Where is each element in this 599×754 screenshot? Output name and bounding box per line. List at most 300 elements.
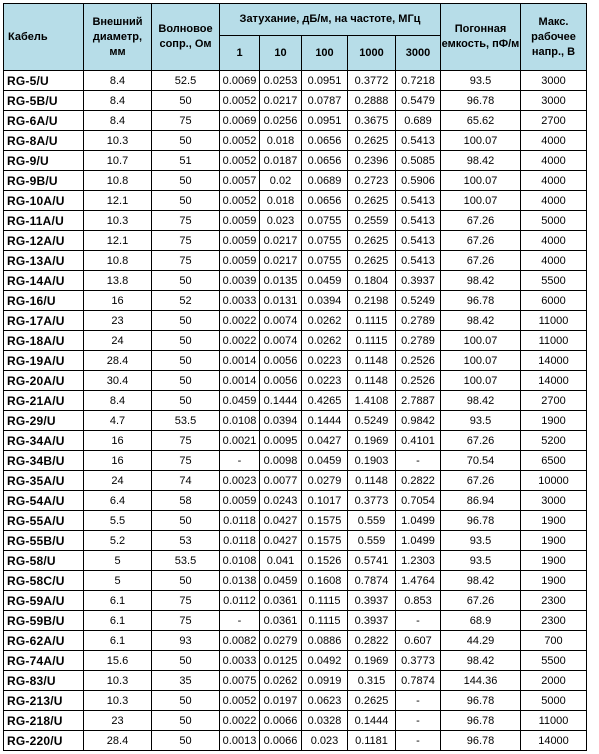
cell-capacitance: 96.78 <box>441 691 521 711</box>
table-row <box>4 511 587 531</box>
cell-att-1: - <box>220 611 260 631</box>
cell-att-100: 0.1115 <box>302 591 348 611</box>
cell-att-10: 0.0074 <box>260 331 302 351</box>
cell-capacitance: 100.07 <box>441 331 521 351</box>
table-row <box>4 271 587 291</box>
table-row <box>4 111 587 131</box>
cell-att-3000: 0.5249 <box>396 291 441 311</box>
cell-voltage: 4000 <box>521 171 587 191</box>
cell-diameter: 8.4 <box>84 391 152 411</box>
cell-capacitance: 93.5 <box>441 551 521 571</box>
cell-capacitance: 67.26 <box>441 231 521 251</box>
cell-capacitance: 100.07 <box>441 371 521 391</box>
cell-att-3000: 0.2789 <box>396 311 441 331</box>
cell-capacitance: 98.42 <box>441 311 521 331</box>
cell-att-1: 0.0118 <box>220 531 260 551</box>
cell-att-1000: 0.2625 <box>348 251 396 271</box>
cell-impedance: 50 <box>152 711 220 731</box>
cell-att-1000: 0.1148 <box>348 471 396 491</box>
cell-att-3000: 0.5479 <box>396 91 441 111</box>
cell-impedance: 50 <box>152 571 220 591</box>
cell-att-1000: 0.3937 <box>348 611 396 631</box>
cell-att-100: 0.0394 <box>302 291 348 311</box>
cell-diameter: 10.8 <box>84 251 152 271</box>
cell-att-100: 0.0279 <box>302 471 348 491</box>
cell-att-1: 0.0052 <box>220 691 260 711</box>
cell-impedance: 50 <box>152 371 220 391</box>
cell-att-10: 0.018 <box>260 191 302 211</box>
header-diameter: Внешний диаметр, мм <box>84 4 152 71</box>
cell-att-1000: 0.1148 <box>348 371 396 391</box>
cell-att-100: 0.0951 <box>302 111 348 131</box>
cell-att-10: 0.0056 <box>260 371 302 391</box>
cell-att-10: 0.0056 <box>260 351 302 371</box>
cell-att-100: 0.0755 <box>302 251 348 271</box>
cell-att-3000: 0.4101 <box>396 431 441 451</box>
cell-cable-name: RG-29/U <box>4 411 84 431</box>
cell-att-1000: 0.2723 <box>348 171 396 191</box>
cell-att-3000: 0.5413 <box>396 131 441 151</box>
table-row <box>4 431 587 451</box>
cell-att-1000: 0.3937 <box>348 591 396 611</box>
cell-att-1000: 0.2822 <box>348 631 396 651</box>
cell-att-3000: 0.3773 <box>396 651 441 671</box>
cell-att-3000: 0.607 <box>396 631 441 651</box>
cell-att-3000: 0.5413 <box>396 211 441 231</box>
cell-impedance: 50 <box>152 331 220 351</box>
cell-cable-name: RG-34B/U <box>4 451 84 471</box>
cell-cable-name: RG-5B/U <box>4 91 84 111</box>
cell-capacitance: 67.26 <box>441 591 521 611</box>
cell-capacitance: 96.78 <box>441 91 521 111</box>
header-cable: Кабель <box>4 4 84 71</box>
cell-capacitance: 144.36 <box>441 671 521 691</box>
cell-capacitance: 100.07 <box>441 351 521 371</box>
cell-att-10: 0.0361 <box>260 611 302 631</box>
cell-voltage: 2700 <box>521 391 587 411</box>
table-row <box>4 171 587 191</box>
cell-voltage: 4000 <box>521 151 587 171</box>
cell-att-1000: 1.4108 <box>348 391 396 411</box>
cell-att-1: 0.0013 <box>220 731 260 751</box>
cell-diameter: 24 <box>84 331 152 351</box>
cell-diameter: 8.4 <box>84 91 152 111</box>
header-voltage: Макс. рабочее напр., В <box>521 4 587 71</box>
table-row <box>4 531 587 551</box>
cell-att-1: 0.0014 <box>220 371 260 391</box>
table-row <box>4 291 587 311</box>
cell-cable-name: RG-19A/U <box>4 351 84 371</box>
cell-cable-name: RG-20A/U <box>4 371 84 391</box>
cell-diameter: 8.4 <box>84 71 152 91</box>
cell-att-1000: 0.2625 <box>348 231 396 251</box>
cell-impedance: 74 <box>152 471 220 491</box>
table-row <box>4 611 587 631</box>
cell-att-100: 0.0223 <box>302 371 348 391</box>
cell-capacitance: 44.29 <box>441 631 521 651</box>
cell-diameter: 5 <box>84 571 152 591</box>
table-row <box>4 571 587 591</box>
cell-att-100: 0.0689 <box>302 171 348 191</box>
cell-voltage: 11000 <box>521 331 587 351</box>
cell-impedance: 53 <box>152 531 220 551</box>
cell-capacitance: 67.26 <box>441 251 521 271</box>
cell-att-1000: 0.2625 <box>348 691 396 711</box>
cell-cable-name: RG-59A/U <box>4 591 84 611</box>
cell-att-3000: - <box>396 611 441 631</box>
cell-cable-name: RG-35A/U <box>4 471 84 491</box>
cell-voltage: 6500 <box>521 451 587 471</box>
table-row <box>4 711 587 731</box>
cell-att-1: 0.0059 <box>220 491 260 511</box>
table-row <box>4 231 587 251</box>
cell-impedance: 93 <box>152 631 220 651</box>
cell-voltage: 700 <box>521 631 587 651</box>
cell-att-10: 0.0135 <box>260 271 302 291</box>
cell-cable-name: RG-14A/U <box>4 271 84 291</box>
cell-diameter: 8.4 <box>84 111 152 131</box>
cell-cable-name: RG-13A/U <box>4 251 84 271</box>
cell-impedance: 50 <box>152 131 220 151</box>
table-row <box>4 311 587 331</box>
cell-diameter: 12.1 <box>84 231 152 251</box>
cell-att-1000: 0.559 <box>348 511 396 531</box>
cell-cable-name: RG-18A/U <box>4 331 84 351</box>
cell-att-100: 0.0427 <box>302 431 348 451</box>
cell-capacitance: 70.54 <box>441 451 521 471</box>
cell-att-1000: 0.2888 <box>348 91 396 111</box>
cell-att-1: 0.0021 <box>220 431 260 451</box>
cell-att-3000: 0.2789 <box>396 331 441 351</box>
cell-voltage: 3000 <box>521 491 587 511</box>
cell-cable-name: RG-220/U <box>4 731 84 751</box>
cell-capacitance: 98.42 <box>441 151 521 171</box>
cell-att-1: 0.0039 <box>220 271 260 291</box>
cell-att-1: 0.0033 <box>220 291 260 311</box>
cell-voltage: 5000 <box>521 691 587 711</box>
table-row <box>4 631 587 651</box>
cell-att-10: 0.0066 <box>260 711 302 731</box>
cell-impedance: 50 <box>152 691 220 711</box>
table-row <box>4 191 587 211</box>
cell-diameter: 4.7 <box>84 411 152 431</box>
table-row <box>4 151 587 171</box>
cell-att-10: 0.023 <box>260 211 302 231</box>
cell-voltage: 1900 <box>521 551 587 571</box>
cell-capacitance: 67.26 <box>441 431 521 451</box>
cell-att-1: 0.0069 <box>220 111 260 131</box>
cell-voltage: 14000 <box>521 731 587 751</box>
cell-att-10: 0.0217 <box>260 231 302 251</box>
cell-att-1: 0.0459 <box>220 391 260 411</box>
cell-capacitance: 67.26 <box>441 471 521 491</box>
cell-diameter: 10.3 <box>84 691 152 711</box>
cell-att-1000: 0.1115 <box>348 331 396 351</box>
header-attenuation: Затухание, дБ/м, на частоте, МГц <box>220 4 441 36</box>
cell-att-1: 0.0022 <box>220 331 260 351</box>
cell-cable-name: RG-58/U <box>4 551 84 571</box>
cell-capacitance: 93.5 <box>441 71 521 91</box>
cell-voltage: 11000 <box>521 711 587 731</box>
cell-att-1: 0.0108 <box>220 551 260 571</box>
cell-att-3000: 0.2822 <box>396 471 441 491</box>
cell-cable-name: RG-59B/U <box>4 611 84 631</box>
cell-att-3000: 1.2303 <box>396 551 441 571</box>
table-row <box>4 91 587 111</box>
cell-att-3000: 0.2526 <box>396 371 441 391</box>
cell-att-1: 0.0052 <box>220 131 260 151</box>
cell-cable-name: RG-58C/U <box>4 571 84 591</box>
cell-att-100: 0.1575 <box>302 531 348 551</box>
cell-att-100: 0.0492 <box>302 651 348 671</box>
cell-att-10: 0.0217 <box>260 251 302 271</box>
cell-att-1000: 0.2396 <box>348 151 396 171</box>
cell-voltage: 14000 <box>521 371 587 391</box>
table-row <box>4 371 587 391</box>
cell-att-3000: 0.9842 <box>396 411 441 431</box>
cell-cable-name: RG-9/U <box>4 151 84 171</box>
cell-att-1: 0.0022 <box>220 711 260 731</box>
cell-voltage: 4000 <box>521 191 587 211</box>
cell-voltage: 5200 <box>521 431 587 451</box>
cell-att-100: 0.1017 <box>302 491 348 511</box>
cell-diameter: 12.1 <box>84 191 152 211</box>
cell-capacitance: 93.5 <box>441 411 521 431</box>
cell-att-100: 0.0755 <box>302 211 348 231</box>
cell-att-3000: 0.689 <box>396 111 441 131</box>
table-row <box>4 651 587 671</box>
cell-diameter: 16 <box>84 451 152 471</box>
cell-att-1000: 0.3772 <box>348 71 396 91</box>
cell-att-1000: 0.315 <box>348 671 396 691</box>
cell-impedance: 50 <box>152 511 220 531</box>
cell-capacitance: 68.9 <box>441 611 521 631</box>
cell-att-10: 0.0459 <box>260 571 302 591</box>
cell-diameter: 24 <box>84 471 152 491</box>
cell-impedance: 35 <box>152 671 220 691</box>
cell-voltage: 5500 <box>521 651 587 671</box>
table-row <box>4 71 587 91</box>
table-row <box>4 131 587 151</box>
cell-att-1000: 0.1148 <box>348 351 396 371</box>
table-row <box>4 351 587 371</box>
cell-impedance: 75 <box>152 591 220 611</box>
cell-att-1: 0.0059 <box>220 211 260 231</box>
cell-voltage: 3000 <box>521 71 587 91</box>
cell-att-100: 0.0623 <box>302 691 348 711</box>
cell-att-10: 0.0217 <box>260 91 302 111</box>
cell-att-1000: 0.1444 <box>348 711 396 731</box>
cell-att-100: 0.0223 <box>302 351 348 371</box>
cell-att-1000: 0.559 <box>348 531 396 551</box>
header-freq-1000: 1000 <box>348 36 396 71</box>
cell-voltage: 14000 <box>521 351 587 371</box>
cell-diameter: 6.1 <box>84 591 152 611</box>
table-row <box>4 411 587 431</box>
cell-capacitance: 96.78 <box>441 731 521 751</box>
cell-impedance: 75 <box>152 251 220 271</box>
cell-cable-name: RG-21A/U <box>4 391 84 411</box>
cell-diameter: 10.3 <box>84 131 152 151</box>
cell-att-100: 0.1575 <box>302 511 348 531</box>
cell-diameter: 28.4 <box>84 351 152 371</box>
cell-diameter: 10.7 <box>84 151 152 171</box>
cell-cable-name: RG-83/U <box>4 671 84 691</box>
cell-capacitance: 96.78 <box>441 711 521 731</box>
cell-impedance: 50 <box>152 171 220 191</box>
cell-capacitance: 96.78 <box>441 511 521 531</box>
cell-att-1: 0.0118 <box>220 511 260 531</box>
cell-cable-name: RG-16/U <box>4 291 84 311</box>
cell-att-10: 0.0066 <box>260 731 302 751</box>
cell-att-10: 0.0197 <box>260 691 302 711</box>
cell-impedance: 50 <box>152 91 220 111</box>
cell-att-3000: - <box>396 711 441 731</box>
cell-att-3000: 0.7218 <box>396 71 441 91</box>
cell-att-100: 0.0656 <box>302 151 348 171</box>
cell-att-3000: 0.5085 <box>396 151 441 171</box>
cell-voltage: 11000 <box>521 311 587 331</box>
cell-capacitance: 96.78 <box>441 291 521 311</box>
cell-diameter: 5 <box>84 551 152 571</box>
cell-att-100: 0.4265 <box>302 391 348 411</box>
cell-capacitance: 98.42 <box>441 391 521 411</box>
cell-voltage: 4000 <box>521 131 587 151</box>
cell-cable-name: RG-9B/U <box>4 171 84 191</box>
cell-cable-name: RG-62A/U <box>4 631 84 651</box>
header-freq-3000: 3000 <box>396 36 441 71</box>
cell-att-3000: 0.7054 <box>396 491 441 511</box>
cell-att-10: 0.0187 <box>260 151 302 171</box>
cell-att-1000: 0.3773 <box>348 491 396 511</box>
cell-impedance: 75 <box>152 431 220 451</box>
cell-att-10: 0.0256 <box>260 111 302 131</box>
cell-att-1: 0.0033 <box>220 651 260 671</box>
cell-att-10: 0.0131 <box>260 291 302 311</box>
cell-diameter: 6.1 <box>84 611 152 631</box>
cell-att-100: 0.1608 <box>302 571 348 591</box>
cell-att-1000: 0.1903 <box>348 451 396 471</box>
cell-impedance: 75 <box>152 111 220 131</box>
cell-cable-name: RG-5/U <box>4 71 84 91</box>
cell-voltage: 2300 <box>521 591 587 611</box>
cell-att-1000: 0.2625 <box>348 131 396 151</box>
cell-impedance: 52 <box>152 291 220 311</box>
cell-att-1: 0.0069 <box>220 71 260 91</box>
cell-att-3000: 0.5413 <box>396 231 441 251</box>
cell-att-3000: 0.5413 <box>396 191 441 211</box>
cell-att-1: 0.0023 <box>220 471 260 491</box>
cell-impedance: 50 <box>152 351 220 371</box>
table-row <box>4 451 587 471</box>
cell-att-10: 0.0262 <box>260 671 302 691</box>
cell-cable-name: RG-10A/U <box>4 191 84 211</box>
cell-cable-name: RG-11A/U <box>4 211 84 231</box>
cell-att-3000: 1.0499 <box>396 531 441 551</box>
table-body <box>4 71 587 751</box>
cell-impedance: 52.5 <box>152 71 220 91</box>
cell-cable-name: RG-213/U <box>4 691 84 711</box>
header-impedance: Волновое сопр., Ом <box>152 4 220 71</box>
cell-att-10: 0.0394 <box>260 411 302 431</box>
cell-att-1000: 0.1804 <box>348 271 396 291</box>
table-row <box>4 691 587 711</box>
cell-voltage: 5000 <box>521 211 587 231</box>
cell-impedance: 75 <box>152 611 220 631</box>
cell-att-3000: 0.2526 <box>396 351 441 371</box>
cell-att-1000: 0.3675 <box>348 111 396 131</box>
cell-capacitance: 100.07 <box>441 171 521 191</box>
cell-diameter: 10.3 <box>84 671 152 691</box>
cell-voltage: 3000 <box>521 91 587 111</box>
cell-att-1: 0.0022 <box>220 311 260 331</box>
cell-diameter: 28.4 <box>84 731 152 751</box>
cell-impedance: 50 <box>152 311 220 331</box>
cell-att-100: 0.0262 <box>302 331 348 351</box>
cell-voltage: 4000 <box>521 231 587 251</box>
cell-impedance: 53.5 <box>152 411 220 431</box>
cell-diameter: 23 <box>84 311 152 331</box>
cell-capacitance: 93.5 <box>441 531 521 551</box>
cell-diameter: 13.8 <box>84 271 152 291</box>
cell-att-1000: 0.2625 <box>348 191 396 211</box>
cell-diameter: 10.3 <box>84 211 152 231</box>
cell-att-100: 0.1526 <box>302 551 348 571</box>
cell-capacitance: 100.07 <box>441 131 521 151</box>
cell-impedance: 50 <box>152 731 220 751</box>
table-row <box>4 591 587 611</box>
cell-cable-name: RG-218/U <box>4 711 84 731</box>
cell-att-1000: 0.5249 <box>348 411 396 431</box>
cell-att-10: 0.02 <box>260 171 302 191</box>
cell-att-1000: 0.1115 <box>348 311 396 331</box>
cell-voltage: 2700 <box>521 111 587 131</box>
cell-att-10: 0.0074 <box>260 311 302 331</box>
cell-voltage: 1900 <box>521 411 587 431</box>
cell-att-3000: - <box>396 731 441 751</box>
cell-att-1: 0.0059 <box>220 231 260 251</box>
cell-impedance: 51 <box>152 151 220 171</box>
table-row <box>4 671 587 691</box>
cell-att-1: 0.0138 <box>220 571 260 591</box>
cell-att-1: 0.0075 <box>220 671 260 691</box>
cell-voltage: 1900 <box>521 511 587 531</box>
cell-att-1000: 0.2559 <box>348 211 396 231</box>
cell-att-1: 0.0014 <box>220 351 260 371</box>
cell-att-3000: 0.5413 <box>396 251 441 271</box>
cell-diameter: 15.6 <box>84 651 152 671</box>
cell-cable-name: RG-55B/U <box>4 531 84 551</box>
table-row <box>4 471 587 491</box>
cell-impedance: 50 <box>152 191 220 211</box>
cell-att-1000: 0.1969 <box>348 431 396 451</box>
cell-cable-name: RG-74A/U <box>4 651 84 671</box>
cell-att-100: 0.1444 <box>302 411 348 431</box>
cell-impedance: 75 <box>152 231 220 251</box>
header-freq-1: 1 <box>220 36 260 71</box>
cell-att-1: 0.0059 <box>220 251 260 271</box>
header-freq-100: 100 <box>302 36 348 71</box>
table-row <box>4 251 587 271</box>
table-row <box>4 331 587 351</box>
cell-diameter: 10.8 <box>84 171 152 191</box>
cell-att-3000: 0.5906 <box>396 171 441 191</box>
cell-att-1000: 0.7874 <box>348 571 396 591</box>
table-row <box>4 391 587 411</box>
cell-att-100: 0.0262 <box>302 311 348 331</box>
header-freq-10: 10 <box>260 36 302 71</box>
cell-att-1: 0.0057 <box>220 171 260 191</box>
